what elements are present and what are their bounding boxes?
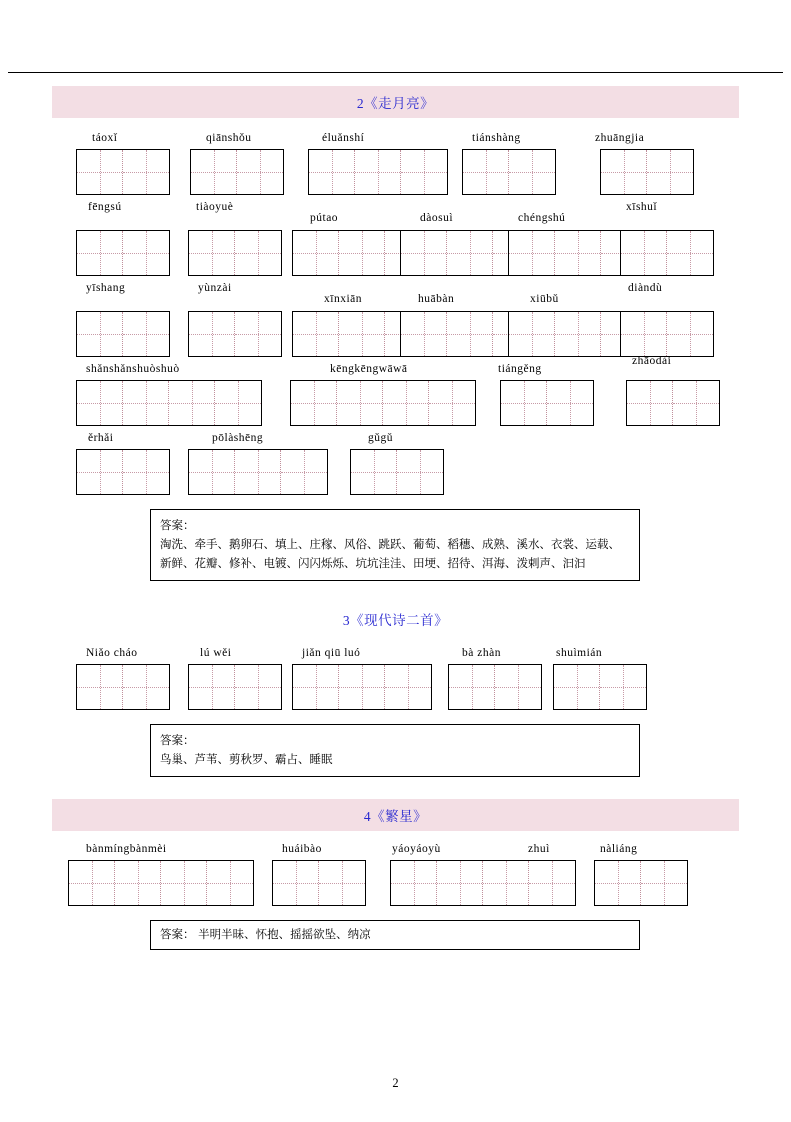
pinyin-label: bànmíngbànmèi <box>86 843 167 855</box>
writing-grid[interactable] <box>500 380 594 426</box>
pinyin-label: xīnxiān <box>324 293 362 305</box>
pinyin-label: nàliáng <box>600 843 638 855</box>
answer-label: 答案： <box>160 518 195 532</box>
page-number: 2 <box>392 1076 399 1090</box>
exercise-row <box>0 843 791 906</box>
pinyin-label: tiàoyuè <box>196 201 234 213</box>
exercise-row <box>0 132 791 195</box>
writing-grid[interactable] <box>76 380 262 426</box>
writing-grid[interactable] <box>390 860 576 906</box>
pinyin-label: xiūbǔ <box>530 293 559 305</box>
grid-line <box>0 449 791 495</box>
pinyin-label: yīshang <box>86 282 126 294</box>
section-2-zouyueliang <box>0 86 791 581</box>
writing-grid[interactable] <box>553 664 647 710</box>
document-body <box>0 86 791 950</box>
answer-text: 半明半昧、怀抱、摇摇欲坠、纳凉 <box>198 927 371 941</box>
exercise-row <box>0 647 791 710</box>
pinyin-line <box>0 647 791 664</box>
writing-grid[interactable] <box>600 149 694 195</box>
pinyin-label: pútao <box>310 212 339 224</box>
grid-line <box>0 230 791 276</box>
section-title: 3《现代诗二首》 <box>342 613 449 628</box>
grid-line <box>0 149 791 195</box>
pinyin-label: yáoyáoyù <box>392 843 441 855</box>
exercise-row <box>0 432 791 495</box>
exercise-row <box>0 282 791 357</box>
writing-grid[interactable] <box>76 311 170 357</box>
writing-grid[interactable] <box>626 380 720 426</box>
writing-grid[interactable] <box>76 664 170 710</box>
pinyin-line <box>0 282 791 305</box>
header-divider <box>8 72 783 73</box>
writing-grid[interactable] <box>68 860 254 906</box>
writing-grid[interactable] <box>292 664 432 710</box>
answer-label: 答案： <box>160 733 195 747</box>
writing-grid[interactable] <box>620 311 714 357</box>
pinyin-label: éluǎnshí <box>322 132 365 144</box>
writing-grid[interactable] <box>188 449 328 495</box>
pinyin-label: xīshuǐ <box>626 201 658 213</box>
section-title: 2《走月亮》 <box>52 86 739 118</box>
section-3-xiandaishi <box>0 603 791 777</box>
section-4-fanxing <box>0 799 791 950</box>
pinyin-line <box>0 843 791 860</box>
writing-grid[interactable] <box>188 664 282 710</box>
writing-grid[interactable] <box>272 860 366 906</box>
answer-label: 答案： <box>160 927 195 941</box>
writing-grid[interactable] <box>308 149 448 195</box>
writing-grid[interactable] <box>462 149 556 195</box>
writing-grid[interactable] <box>76 230 170 276</box>
pinyin-label: Niǎo cháo <box>86 647 138 659</box>
pinyin-label: jiǎn qiū luó <box>302 647 361 659</box>
writing-grid[interactable] <box>188 230 282 276</box>
writing-grid[interactable] <box>188 311 282 357</box>
writing-grid[interactable] <box>620 230 714 276</box>
pinyin-label: gǔgǔ <box>368 432 393 444</box>
section-title: 4《繁星》 <box>52 799 739 831</box>
grid-line <box>0 664 791 710</box>
writing-grid[interactable] <box>76 449 170 495</box>
pinyin-label: táoxǐ <box>92 132 118 144</box>
pinyin-label: shǎnshǎnshuòshuò <box>86 363 180 375</box>
pinyin-line <box>0 132 791 149</box>
pinyin-label: tiángěng <box>498 363 542 375</box>
pinyin-line <box>0 432 791 449</box>
writing-grid[interactable] <box>76 149 170 195</box>
pinyin-label: huābàn <box>418 293 455 305</box>
pinyin-label: tiánshàng <box>472 132 521 144</box>
writing-grid[interactable] <box>190 149 284 195</box>
pinyin-label: fēngsú <box>88 201 122 213</box>
pinyin-line <box>0 201 791 224</box>
answer-box <box>150 509 640 581</box>
exercise-row <box>0 201 791 276</box>
pinyin-label: diàndù <box>628 282 663 294</box>
pinyin-label: zhāodài <box>632 355 672 367</box>
writing-grid[interactable] <box>448 664 542 710</box>
pinyin-line <box>0 355 791 380</box>
pinyin-label: qiānshǒu <box>206 132 252 144</box>
pinyin-label: kēngkēngwāwā <box>330 363 408 375</box>
pinyin-label: ěrhǎi <box>88 432 114 444</box>
grid-line <box>0 311 791 357</box>
grid-line <box>0 380 791 426</box>
pinyin-label: dàosuì <box>420 212 454 224</box>
grid-line <box>0 860 791 906</box>
answer-text: 鸟巢、芦苇、剪秋罗、霸占、睡眠 <box>160 752 333 766</box>
pinyin-label: pōlàshēng <box>212 432 264 444</box>
answer-text: 淘洗、牵手、鹅卵石、填上、庄稼、风俗、跳跃、葡萄、稻穗、成熟、溪水、衣裳、运载、新鲜、花瓣、修补、电镀、闪闪烁烁、坑坑洼洼、田埂、招待、洱海、泼剌声、汩汩 <box>160 537 620 570</box>
pinyin-label: shuìmián <box>556 647 603 659</box>
writing-grid[interactable] <box>594 860 688 906</box>
exercise-row <box>0 355 791 426</box>
writing-grid[interactable] <box>290 380 476 426</box>
pinyin-label: chéngshú <box>518 212 566 224</box>
pinyin-label: zhuì <box>528 843 550 855</box>
writing-grid[interactable] <box>350 449 444 495</box>
pinyin-label: zhuāngjia <box>595 132 645 144</box>
answer-box <box>150 724 640 777</box>
pinyin-label: bà zhàn <box>462 647 501 659</box>
pinyin-label: yùnzài <box>198 282 232 294</box>
answer-box <box>150 920 640 950</box>
pinyin-label: lú wěi <box>200 647 232 659</box>
pinyin-label: huáibào <box>282 843 322 855</box>
